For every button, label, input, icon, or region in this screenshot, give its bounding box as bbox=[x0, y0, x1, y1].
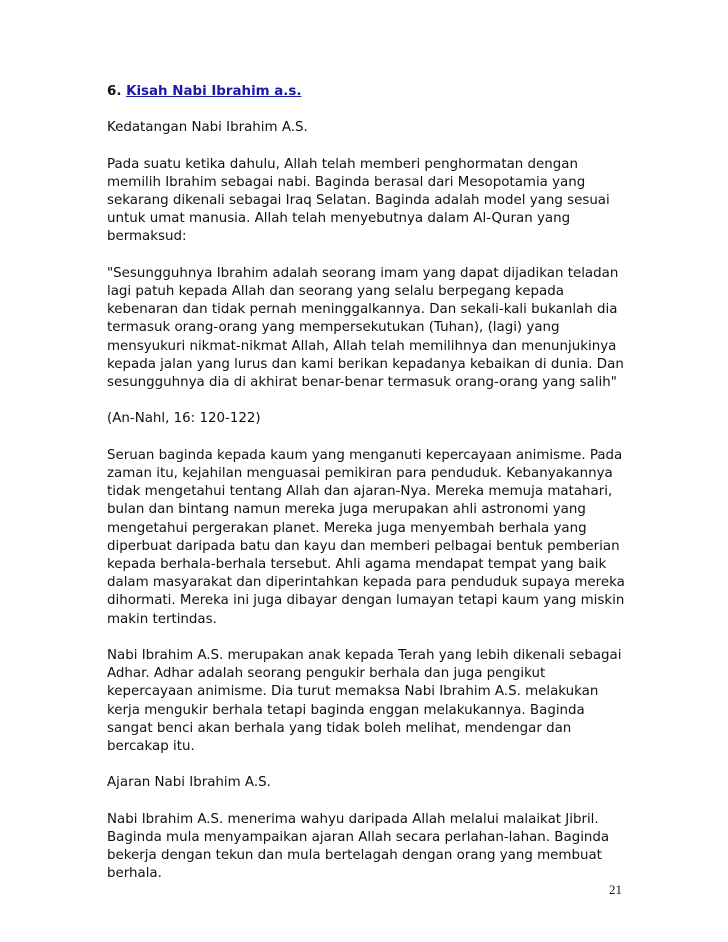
section-title-link[interactable]: Kisah Nabi Ibrahim a.s. bbox=[126, 84, 302, 99]
quote-citation: (An-Nahl, 16: 120-122) bbox=[107, 411, 261, 427]
subheading-kedatangan: Kedatangan Nabi Ibrahim A.S. bbox=[107, 120, 308, 136]
subheading-ajaran: Ajaran Nabi Ibrahim A.S. bbox=[107, 775, 271, 791]
section-heading bbox=[107, 83, 627, 101]
paragraph-seruan: Seruan baginda kepada kaum yang menganuti kepercayaan animisme. Pada zaman itu, kejahilan menguasai pemikiran para penduduk. Kebanyakannya tidak mengetahui tentang Allah dan ajaran-Nya. Mereka memuja matahari, bulan dan bintang namun mereka juga merupakan ahli astronomi yang mengetahui pergerakan planet. Mereka juga menyembah berhala yang diperbuat daripada batu dan kayu dan memberi pelbagai bentuk pemberian kepada berhala-berhala tersebut. Ahli agama mendapat tempat yang baik dalam masyarakat dan diperintahkan kepada para penduduk supaya mereka dihormati. Mereka ini juga dibayar dengan lumayan tetapi kaum yang miskin makin tertindas. bbox=[107, 447, 625, 627]
paragraph-wahyu: Nabi Ibrahim A.S. menerima wahyu daripada Allah melalui malaikat Jibril. Baginda mula menyampaikan ajaran Allah secara perlahan-lahan. Baginda bekerja dengan tekun dan mula bertelagah dengan orang yang membuat berhala. bbox=[107, 811, 610, 882]
paragraph-intro: Pada suatu ketika dahulu, Allah telah memberi penghormatan dengan memilih Ibrahim sebagai nabi. Baginda berasal dari Mesopotamia yang sekarang dikenali sebagai Iraq Selatan. Baginda adalah model yang sesuai untuk umat manusia. Allah telah menyebutnya dalam Al-Quran yang bermaksud: bbox=[107, 156, 610, 245]
page-number: 21 bbox=[609, 882, 622, 897]
section-number: 6. bbox=[107, 84, 122, 99]
page-content bbox=[107, 83, 627, 902]
paragraph-terah: Nabi Ibrahim A.S. merupakan anak kepada Terah yang lebih dikenali sebagai Adhar. Adhar adalah seorang pengukir berhala dan juga pengikut kepercayaan animisme. Dia turut memaksa Nabi Ibrahim A.S. melakukan kerja mengukir berhala tetapi baginda enggan melakukannya. Baginda sangat benci akan berhala yang tidak boleh melihat, mendengar dan bercakap itu. bbox=[107, 648, 622, 755]
quote-paragraph: "Sesungguhnya Ibrahim adalah seorang imam yang dapat dijadikan teladan lagi patuh kepada Allah dan seorang yang selalu berpegang kepada kebenaran dan tidak pernah meninggalkannya. Dan sekali-kali bukanlah dia termasuk orang-orang yang mempersekutukan (Tuhan), (lagi) yang mensyukuri nikmat-nikmat Allah, Allah telah memilihnya dan menunjukinya kepada jalan yang lurus dan kami berikan kepadanya kebaikan di dunia. Dan sesungguhnya dia di akhirat benar-benar termasuk orang-orang yang salih" bbox=[107, 265, 624, 391]
